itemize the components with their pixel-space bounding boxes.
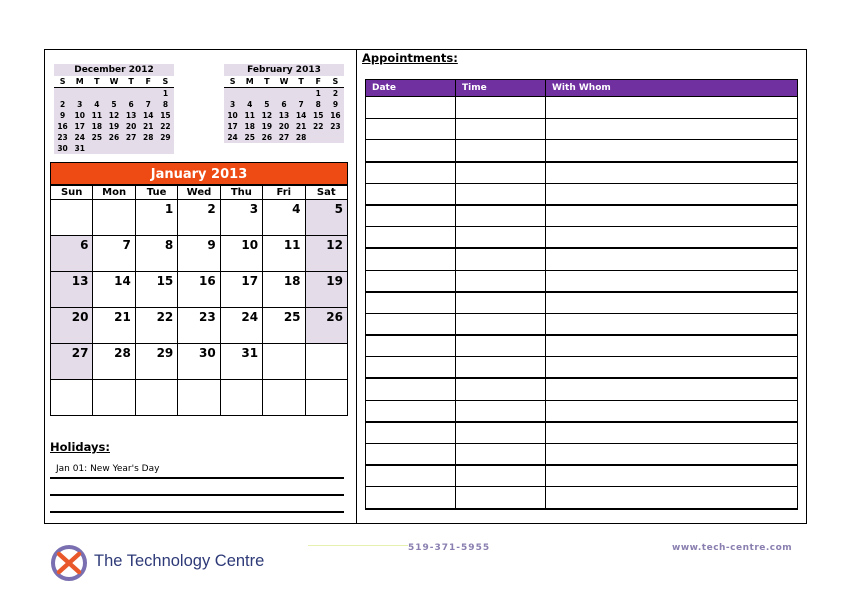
appointment-time-cell[interactable] — [456, 140, 546, 162]
mini-day-cell — [241, 88, 258, 100]
column-header-date: Date — [366, 80, 456, 97]
appointment-time-cell[interactable] — [456, 444, 546, 466]
mini-day-cell: 27 — [125, 133, 137, 142]
appointment-time-cell[interactable] — [456, 118, 546, 140]
column-divider — [356, 49, 357, 524]
day-cell[interactable] — [305, 344, 347, 380]
mini-day-cell — [123, 143, 140, 154]
mini-day-cell: 11 — [244, 111, 255, 120]
mini-day-cell: 1 — [315, 89, 321, 98]
day-cell[interactable] — [93, 380, 135, 416]
mini-weekday-label: S — [327, 76, 344, 88]
mini-weekday-label: W — [275, 76, 292, 88]
appointment-time-cell[interactable] — [456, 378, 546, 400]
brand-name: The Technology Centre — [94, 552, 265, 570]
appointment-row — [366, 444, 798, 466]
holidays-title: Holidays: — [50, 440, 110, 454]
day-cell[interactable]: 13 — [51, 272, 93, 308]
mini-day-cell: 19 — [108, 122, 120, 131]
mini-day-cell — [157, 143, 174, 154]
appointment-date-cell[interactable] — [366, 270, 456, 292]
mini-day-cell: 19 — [261, 122, 273, 131]
mini-day-cell: 17 — [227, 122, 238, 131]
day-cell[interactable] — [305, 380, 347, 416]
appointment-row — [366, 400, 798, 422]
mini-day-cell: 12 — [261, 111, 273, 120]
holiday-line — [50, 494, 344, 496]
weekday-header: Mon — [93, 186, 135, 200]
appointment-with-whom-cell[interactable] — [546, 400, 798, 422]
day-cell[interactable]: 6 — [51, 236, 93, 272]
mini-day-cell: 23 — [330, 122, 341, 131]
day-cell[interactable]: 25 — [263, 308, 305, 344]
mini-day-cell: 2 — [59, 100, 66, 109]
mini-day-cell: 26 — [108, 133, 120, 142]
mini-day-cell: 30 — [57, 144, 68, 153]
mini-day-cell: 13 — [278, 111, 290, 120]
mini-day-cell: 15 — [160, 111, 171, 120]
day-cell[interactable]: 14 — [93, 272, 135, 308]
mini-day-cell: 20 — [278, 122, 290, 131]
mini-day-cell — [140, 143, 157, 154]
appointment-with-whom-cell[interactable] — [546, 248, 798, 270]
mini-day-cell: 6 — [281, 100, 287, 109]
appointment-with-whom-cell[interactable] — [546, 162, 798, 184]
appointment-date-cell[interactable] — [366, 140, 456, 162]
mini-day-cell: 7 — [298, 100, 304, 109]
appointment-row — [366, 183, 798, 205]
mini-day-cell — [258, 88, 275, 100]
appointment-row — [366, 292, 798, 314]
mini-day-cell — [140, 88, 157, 100]
mini-day-cell: 20 — [125, 122, 137, 131]
mini-day-cell — [293, 88, 310, 100]
mini-weekday-label: S — [224, 76, 241, 88]
appointment-row — [366, 422, 798, 444]
appointment-time-cell[interactable] — [456, 270, 546, 292]
holiday-item: Jan 01: New Year's Day — [56, 464, 160, 474]
appointment-date-cell[interactable] — [366, 378, 456, 400]
mini-weekday-label: T — [258, 76, 275, 88]
appointment-row — [366, 227, 798, 249]
day-cell[interactable]: 28 — [93, 344, 135, 380]
appointment-time-cell[interactable] — [456, 422, 546, 444]
appointment-time-cell[interactable] — [456, 357, 546, 379]
weekday-header: Sat — [305, 186, 347, 200]
mini-day-cell: 21 — [143, 122, 154, 131]
mini-weekday-label: S — [54, 76, 71, 88]
day-cell[interactable] — [220, 380, 262, 416]
day-cell[interactable]: 17 — [220, 272, 262, 308]
appointment-date-cell[interactable] — [366, 118, 456, 140]
mini-day-cell: 10 — [74, 111, 85, 120]
appointment-time-cell[interactable] — [456, 162, 546, 184]
column-header-time: Time — [456, 80, 546, 97]
mini-day-cell: 4 — [247, 100, 253, 109]
month-grid — [50, 185, 348, 416]
day-cell[interactable]: 20 — [51, 308, 93, 344]
appointment-row — [366, 270, 798, 292]
weekday-header: Wed — [178, 186, 220, 200]
day-cell[interactable]: 7 — [93, 236, 135, 272]
appointment-row — [366, 118, 798, 140]
appointment-time-cell[interactable] — [456, 205, 546, 227]
day-cell[interactable]: 21 — [93, 308, 135, 344]
mini-day-cell: 16 — [57, 122, 68, 131]
mini-calendar-title: February 2013 — [224, 64, 344, 76]
mini-weekday-label: M — [241, 76, 258, 88]
appointment-time-cell[interactable] — [456, 487, 546, 509]
weekday-header: Thu — [220, 186, 262, 200]
appointment-date-cell[interactable] — [366, 422, 456, 444]
mini-day-cell: 5 — [264, 100, 270, 109]
day-cell[interactable]: 18 — [263, 272, 305, 308]
mini-day-cell: 7 — [145, 100, 151, 109]
mini-day-cell: 14 — [295, 111, 307, 120]
appointment-time-cell[interactable] — [456, 97, 546, 119]
appointment-row — [366, 378, 798, 400]
appointment-with-whom-cell[interactable] — [546, 292, 798, 314]
mini-weekday-label: T — [293, 76, 310, 88]
appointment-date-cell[interactable] — [366, 335, 456, 357]
mini-calendar-grid — [54, 76, 174, 154]
mini-day-cell: 4 — [94, 100, 100, 109]
mini-day-cell — [54, 88, 71, 100]
appointment-date-cell[interactable] — [366, 205, 456, 227]
mini-weekday-label: F — [140, 76, 157, 88]
day-cell[interactable]: 19 — [305, 272, 347, 308]
appointment-row — [366, 162, 798, 184]
appointment-with-whom-cell[interactable] — [546, 97, 798, 119]
mini-day-cell: 6 — [128, 100, 134, 109]
appointment-with-whom-cell[interactable] — [546, 118, 798, 140]
mini-day-cell: 9 — [332, 100, 339, 109]
mini-day-cell: 18 — [91, 122, 103, 131]
appointment-with-whom-cell[interactable] — [546, 140, 798, 162]
mini-day-cell: 11 — [91, 111, 103, 120]
mini-day-cell: 5 — [111, 100, 117, 109]
day-cell[interactable] — [51, 380, 93, 416]
weekday-header: Fri — [263, 186, 305, 200]
day-cell[interactable]: 12 — [305, 236, 347, 272]
weekday-header: Sun — [51, 186, 93, 200]
day-cell[interactable]: 9 — [178, 236, 220, 272]
mini-day-cell — [88, 143, 105, 154]
appointment-time-cell[interactable] — [456, 227, 546, 249]
mini-calendar-december — [54, 64, 174, 154]
appointment-date-cell[interactable] — [366, 400, 456, 422]
mini-day-cell: 24 — [74, 133, 85, 142]
appointment-row — [366, 97, 798, 119]
day-cell[interactable] — [135, 380, 177, 416]
day-cell[interactable]: 5 — [305, 200, 347, 236]
appointment-with-whom-cell[interactable] — [546, 335, 798, 357]
mini-day-cell: 15 — [313, 111, 324, 120]
appointment-date-cell[interactable] — [366, 162, 456, 184]
mini-day-cell: 2 — [332, 89, 339, 98]
day-cell[interactable]: 4 — [263, 200, 305, 236]
appointment-with-whom-cell[interactable] — [546, 378, 798, 400]
mini-weekday-label: W — [105, 76, 122, 88]
mini-day-cell: 29 — [160, 133, 171, 142]
day-cell[interactable]: 31 — [220, 344, 262, 380]
day-cell[interactable] — [93, 200, 135, 236]
appointments-title: Appointments: — [362, 51, 458, 65]
appointment-date-cell[interactable] — [366, 487, 456, 509]
holiday-line — [50, 511, 344, 513]
day-cell[interactable] — [263, 344, 305, 380]
mini-weekday-label: S — [157, 76, 174, 88]
appointment-date-cell[interactable] — [366, 97, 456, 119]
appointment-date-cell[interactable] — [366, 227, 456, 249]
appointment-date-cell[interactable] — [366, 183, 456, 205]
appointment-with-whom-cell[interactable] — [546, 422, 798, 444]
mini-day-cell: 1 — [162, 89, 169, 98]
day-cell[interactable]: 27 — [51, 344, 93, 380]
appointment-time-cell[interactable] — [456, 183, 546, 205]
appointment-row — [366, 487, 798, 509]
appointment-with-whom-cell[interactable] — [546, 357, 798, 379]
appointment-time-cell[interactable] — [456, 292, 546, 314]
mini-day-cell: 27 — [278, 133, 290, 142]
mini-day-cell: 21 — [295, 122, 307, 131]
day-cell[interactable] — [263, 380, 305, 416]
mini-day-cell: 13 — [125, 111, 137, 120]
mini-calendar-title: December 2012 — [54, 64, 174, 76]
appointment-date-cell[interactable] — [366, 313, 456, 335]
day-cell[interactable] — [178, 380, 220, 416]
mini-day-cell — [275, 88, 292, 100]
appointment-time-cell[interactable] — [456, 465, 546, 487]
appointment-time-cell[interactable] — [456, 335, 546, 357]
technology-centre-logo — [50, 544, 88, 582]
appointment-with-whom-cell[interactable] — [546, 183, 798, 205]
appointment-date-cell[interactable] — [366, 444, 456, 466]
mini-day-cell — [123, 88, 140, 100]
column-header-with-whom: With Whom — [546, 80, 798, 97]
phone-number: 519-371-5955 — [408, 543, 491, 553]
day-cell[interactable]: 15 — [135, 272, 177, 308]
mini-day-cell: 28 — [143, 133, 154, 142]
appointment-with-whom-cell[interactable] — [546, 465, 798, 487]
mini-day-cell: 25 — [244, 133, 255, 142]
day-cell[interactable]: 8 — [135, 236, 177, 272]
appointment-time-cell[interactable] — [456, 248, 546, 270]
mini-weekday-label: M — [71, 76, 88, 88]
appointment-date-cell[interactable] — [366, 357, 456, 379]
appointment-with-whom-cell[interactable] — [546, 487, 798, 509]
mini-day-cell: 23 — [57, 133, 68, 142]
appointment-row — [366, 140, 798, 162]
mini-day-cell: 3 — [77, 100, 83, 109]
day-cell[interactable]: 22 — [135, 308, 177, 344]
day-cell[interactable]: 24 — [220, 308, 262, 344]
mini-day-cell: 8 — [315, 100, 321, 109]
mini-day-cell — [71, 88, 88, 100]
day-cell[interactable]: 2 — [178, 200, 220, 236]
mini-day-cell: 28 — [295, 133, 307, 142]
mini-weekday-label: F — [310, 76, 327, 88]
mini-day-cell — [224, 88, 241, 100]
appointment-row — [366, 357, 798, 379]
mini-day-cell: 14 — [143, 111, 154, 120]
appointment-with-whom-cell[interactable] — [546, 205, 798, 227]
mini-day-cell — [327, 132, 344, 143]
appointment-row — [366, 335, 798, 357]
holiday-line — [50, 477, 344, 479]
mini-day-cell: 8 — [162, 100, 169, 109]
appointment-time-cell[interactable] — [456, 400, 546, 422]
day-cell[interactable] — [51, 200, 93, 236]
mini-day-cell: 25 — [91, 133, 103, 142]
mini-day-cell — [310, 132, 327, 143]
weekday-header: Tue — [135, 186, 177, 200]
day-cell[interactable]: 26 — [305, 308, 347, 344]
mini-day-cell: 9 — [59, 111, 66, 120]
mini-calendar-grid — [224, 76, 344, 143]
mini-day-cell: 22 — [160, 122, 171, 131]
appointment-time-cell[interactable] — [456, 313, 546, 335]
mini-day-cell: 17 — [74, 122, 85, 131]
mini-weekday-label: T — [88, 76, 105, 88]
day-cell[interactable]: 29 — [135, 344, 177, 380]
mini-day-cell: 12 — [108, 111, 120, 120]
appointment-date-cell[interactable] — [366, 465, 456, 487]
day-cell[interactable]: 23 — [178, 308, 220, 344]
appointment-with-whom-cell[interactable] — [546, 227, 798, 249]
mini-day-cell — [105, 88, 122, 100]
mini-day-cell — [88, 88, 105, 100]
decorative-line — [308, 545, 408, 546]
day-cell[interactable]: 3 — [220, 200, 262, 236]
appointment-with-whom-cell[interactable] — [546, 444, 798, 466]
appointment-row — [366, 465, 798, 487]
appointment-date-cell[interactable] — [366, 248, 456, 270]
appointment-row — [366, 248, 798, 270]
day-cell[interactable]: 10 — [220, 236, 262, 272]
mini-day-cell: 22 — [313, 122, 324, 131]
mini-day-cell: 18 — [244, 122, 255, 131]
day-cell[interactable]: 30 — [178, 344, 220, 380]
website-link[interactable]: www.tech-centre.com — [672, 543, 793, 553]
day-cell[interactable]: 1 — [135, 200, 177, 236]
mini-weekday-label: T — [123, 76, 140, 88]
mini-day-cell: 26 — [261, 133, 273, 142]
mini-day-cell — [105, 143, 122, 154]
appointment-with-whom-cell[interactable] — [546, 270, 798, 292]
mini-day-cell: 10 — [227, 111, 238, 120]
appointment-with-whom-cell[interactable] — [546, 313, 798, 335]
appointment-row — [366, 313, 798, 335]
appointment-date-cell[interactable] — [366, 292, 456, 314]
mini-day-cell: 24 — [227, 133, 238, 142]
mini-calendar-february — [224, 64, 344, 143]
day-cell[interactable]: 11 — [263, 236, 305, 272]
mini-day-cell: 16 — [330, 111, 341, 120]
appointments-table — [365, 79, 798, 510]
appointment-row — [366, 205, 798, 227]
day-cell[interactable]: 16 — [178, 272, 220, 308]
month-title: January 2013 — [50, 162, 348, 185]
mini-day-cell: 3 — [229, 100, 236, 109]
mini-day-cell: 31 — [74, 144, 85, 153]
